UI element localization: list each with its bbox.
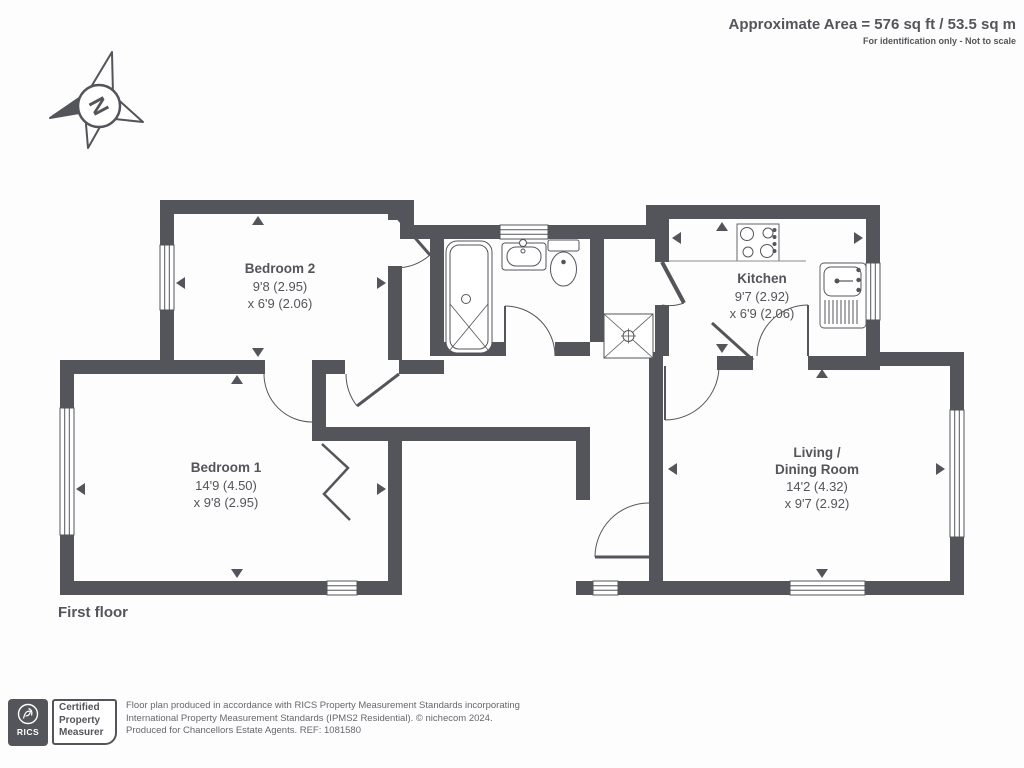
- door-bedroom1-wardrobe: [322, 444, 350, 520]
- room-name: Kitchen: [737, 271, 787, 286]
- arrow-right-icon: [377, 483, 386, 495]
- room-dimension: 9'7 (2.92): [734, 289, 790, 304]
- kitchen-sink-icon: [820, 263, 866, 328]
- window-bedroom1-bottom: [327, 581, 357, 595]
- room-name: Living /: [793, 445, 841, 460]
- arrow-left-icon: [672, 232, 681, 244]
- badge-line: Certified: [59, 702, 100, 713]
- door-bedroom1: [264, 374, 312, 422]
- approximate-area-text: Approximate Area = 576 sq ft / 53.5 sq m: [728, 16, 1016, 33]
- compass-north-label: N: [83, 92, 115, 120]
- arrow-up-icon: [816, 369, 828, 378]
- arrow-down-icon: [252, 348, 264, 357]
- window-bedroom1-left: [60, 408, 74, 535]
- room-name: Bedroom 2: [244, 261, 316, 276]
- disclaimer-line: Produced for Chancellors Estate Agents. REF: 1081580: [126, 725, 361, 736]
- door-entrance: [595, 503, 649, 557]
- room-dimension: 9'8 (2.95): [252, 279, 308, 294]
- arrow-up-icon: [716, 222, 728, 231]
- hob-icon: [737, 224, 779, 261]
- door-kitchen-left: [662, 262, 684, 306]
- room-dimension: x 6'9 (2.06): [729, 306, 795, 321]
- shower-tray-icon: [604, 314, 653, 358]
- disclaimer: [126, 699, 520, 738]
- badge-line: Measurer: [59, 727, 104, 738]
- room-label-living-dining: [775, 445, 859, 511]
- room-label-bedroom1: [191, 460, 262, 510]
- arrow-down-icon: [716, 344, 728, 353]
- arrow-up-icon: [252, 216, 264, 225]
- basin-icon: [502, 240, 546, 271]
- door-bedroom2-hall: [346, 374, 399, 406]
- disclaimer-line: International Property Measurement Standards (IPMS2 Residential). © nichecom 2024.: [126, 712, 493, 724]
- window-living-bottom: [790, 581, 865, 595]
- window-living-right: [950, 410, 964, 537]
- floor-title: First floor: [58, 604, 128, 621]
- arrow-right-icon: [854, 232, 863, 244]
- rics-lion-icon: [8, 699, 48, 729]
- compass-icon: [50, 52, 143, 148]
- arrow-down-icon: [231, 569, 243, 578]
- rics-logo-text: RICS: [16, 727, 40, 737]
- window-bathroom-top: [500, 225, 548, 239]
- room-label-kitchen: [730, 271, 795, 321]
- door-living-room: [665, 366, 719, 420]
- room-dimension: 14'2 (4.32): [786, 479, 848, 494]
- arrow-left-icon: [176, 277, 185, 289]
- toilet-icon: [548, 240, 579, 286]
- footer: [8, 699, 520, 746]
- arrow-left-icon: [76, 483, 85, 495]
- door-bathroom: [505, 306, 555, 356]
- window-bedroom2-left: [160, 245, 174, 310]
- room-name: Bedroom 1: [190, 460, 262, 475]
- disclaimer-line: Floor plan produced in accordance with RICS Property Measurement Standards incorporating: [126, 700, 520, 711]
- arrow-right-icon: [936, 463, 945, 475]
- arrow-left-icon: [668, 463, 677, 475]
- rics-logo: [8, 699, 48, 746]
- room-dimension: x 6'9 (2.06): [247, 296, 313, 311]
- room-name: Dining Room: [775, 462, 859, 477]
- certified-property-measurer-badge: [52, 699, 117, 745]
- bathtub-icon: [446, 241, 492, 353]
- room-dimension: 14'9 (4.50): [195, 478, 257, 493]
- identification-note: For identification only - Not to scale: [862, 36, 1016, 46]
- window-hall-bottom: [593, 581, 618, 595]
- arrow-right-icon: [377, 277, 386, 289]
- room-labels: [191, 261, 859, 511]
- arrow-down-icon: [816, 569, 828, 578]
- badge-line: Property: [59, 714, 101, 726]
- room-dimension: x 9'7 (2.92): [784, 496, 850, 511]
- room-dimension: x 9'8 (2.95): [193, 495, 259, 510]
- arrow-up-icon: [231, 375, 243, 384]
- window-kitchen-right: [866, 263, 880, 320]
- room-label-bedroom2: [245, 261, 316, 311]
